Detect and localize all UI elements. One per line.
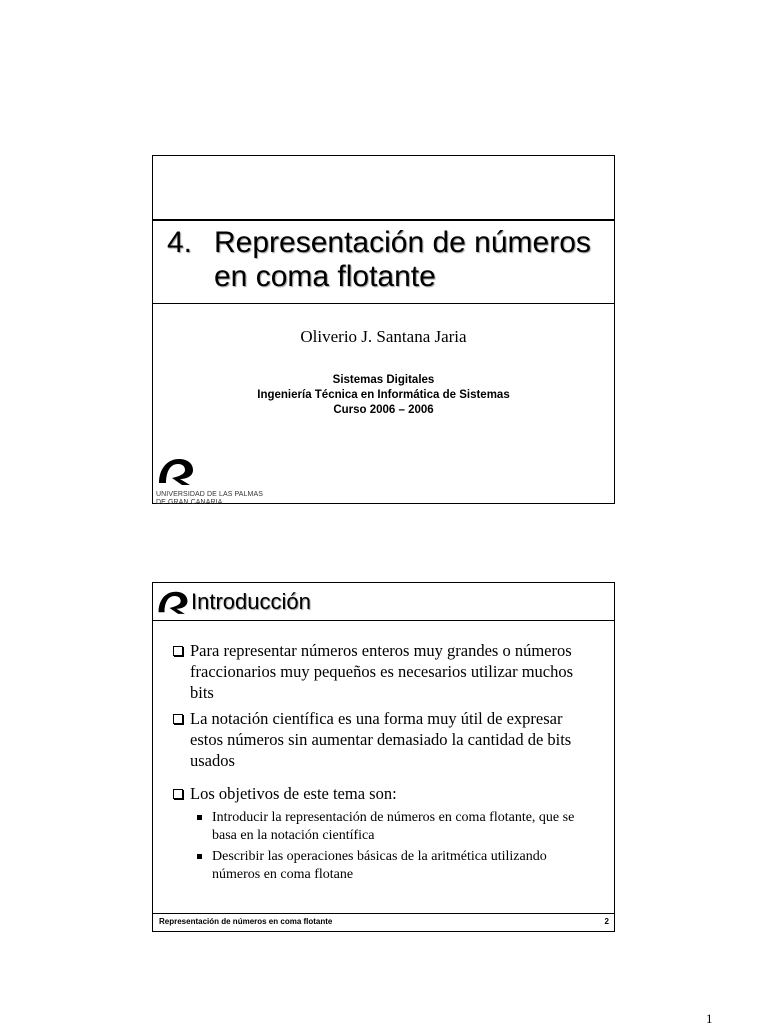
sub-bullet-item: Introducir la representación de números en coma flotante, que se basa en la notación científica — [173, 809, 593, 845]
slide-title — [167, 226, 612, 294]
title-line-2: en coma flotante — [214, 260, 436, 293]
square-bullet-icon — [197, 815, 202, 820]
course-info — [153, 373, 614, 418]
course-year: Curso 2006 – 2006 — [333, 404, 434, 416]
university-logo — [156, 456, 266, 507]
title-number: 4. — [167, 226, 193, 259]
square-bullet-icon — [197, 854, 202, 859]
author-name: Oliverio J. Santana Jaria — [300, 327, 467, 346]
page-number: 1 — [706, 1011, 713, 1026]
footer-page-number: 2 — [604, 917, 609, 926]
intro-slide — [152, 582, 615, 932]
title-rule-top — [153, 219, 614, 221]
logo-text-line-2: DE GRAN CANARIA — [156, 499, 223, 506]
title-rule-bottom — [153, 303, 614, 304]
ulpgc-logo-icon — [156, 588, 190, 616]
bullet-item: Para representar números enteros muy grandes o números fraccionarios muy pequeños es necesarios utilizar muchos bits — [173, 640, 593, 703]
bullet-item: Los objetivos de este tema son: — [173, 783, 593, 804]
logo-text-line-1: UNIVERSIDAD DE LAS PALMAS — [156, 491, 264, 498]
bullet-item: La notación científica es una forma muy útil de expresar estos números sin aumentar demasiado la cantidad de bits usados — [173, 708, 593, 771]
slide-heading: Introducción — [191, 589, 311, 614]
bullet-list — [173, 640, 593, 884]
checkbox-bullet-icon — [173, 789, 183, 799]
title-slide — [152, 155, 615, 504]
logo-mark — [156, 588, 190, 621]
slide-footer — [153, 913, 614, 931]
checkbox-bullet-icon — [173, 714, 183, 724]
course-subject: Sistemas Digitales — [332, 374, 435, 386]
title-line-1: Representación de números — [214, 226, 591, 259]
ulpgc-logo-icon — [156, 456, 196, 486]
slide-header — [153, 583, 614, 621]
course-degree: Ingeniería Técnica en Informática de Sistemas — [257, 389, 510, 401]
checkbox-bullet-icon — [173, 646, 183, 656]
sub-bullet-item: Describir las operaciones básicas de la aritmética utilizando números en coma flotane — [173, 848, 593, 884]
footer-title: Representación de números en coma flotante — [159, 917, 333, 926]
